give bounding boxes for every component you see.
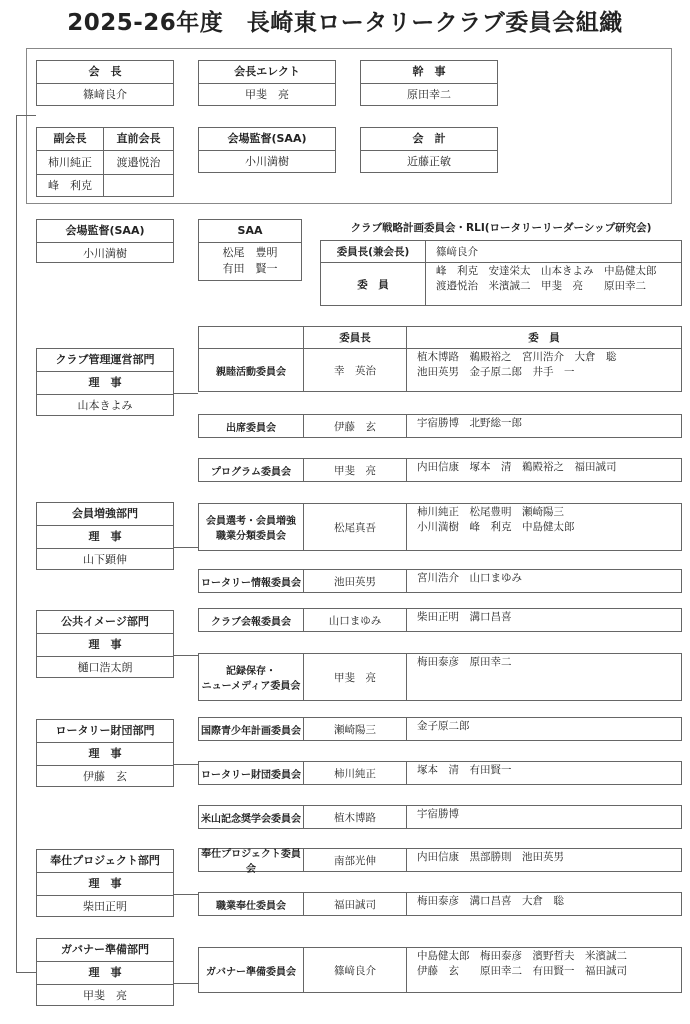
committee-members-line: 小川満樹 峰 利克 中島健太郎 [417,521,575,533]
header-blank [198,326,304,349]
vice-past-row [37,151,173,175]
strategy-members-line-2: 渡邉悦治 米濱誠二 甲斐 亮 原田幸二 [436,280,646,292]
committee-chair: 池田英男 [303,569,407,593]
committee-members [406,348,682,392]
committee-chair: 伊藤 玄 [303,414,407,438]
saa-director-box [36,219,174,263]
committee-chair: 柿川純正 [303,761,407,785]
department-director-label: 理 事 [37,962,173,985]
committee-name: プログラム委員会 [198,458,304,482]
committee-members-line: 宮川浩介 山口まゆみ [417,572,522,584]
committee-members [406,569,682,593]
committee-name: ロータリー財団委員会 [198,761,304,785]
department-connector [174,894,198,895]
committee-members-line: 宇宿勝博 [417,808,459,820]
committee-members [406,653,682,701]
department-director: 伊藤 玄 [83,770,127,783]
saa-top-role: 会場監督(SAA) [199,128,335,151]
president-role: 会 長 [37,61,173,84]
committee-members [406,848,682,872]
vice-president-name-2: 峰 利克 [37,175,104,197]
department-name: クラブ管理運営部門 [37,349,173,372]
committee-members [406,608,682,632]
department-director-label: 理 事 [37,526,173,549]
header-members: 委 員 [406,326,682,349]
trunk-top-connector [16,115,36,116]
department-box [36,719,174,787]
strategy-member-label: 委 員 [320,262,426,306]
president-elect-name: 甲斐 亮 [245,88,289,101]
committee-members-line: 金子原二郎 [417,720,470,732]
saa-top-box [198,127,336,173]
strategy-title: クラブ戦略計画委員会・RLI(ロータリーリーダーシップ研究会) [350,222,652,234]
committee-members [406,805,682,829]
committee-name: 出席委員会 [198,414,304,438]
department-connector [174,764,198,765]
department-connector [174,655,198,656]
department-connector [174,393,198,394]
committee-chair: 福田誠司 [303,892,407,916]
header-chair: 委員長 [303,326,407,349]
department-name: ガバナー準備部門 [37,939,173,962]
treasurer-role: 会 計 [361,128,497,151]
committee-chair: 瀬崎陽三 [303,717,407,741]
department-box [36,502,174,570]
department-director: 柴田正明 [83,900,127,913]
committee-chair: 南部光伸 [303,848,407,872]
committee-chair: 甲斐 亮 [303,458,407,482]
committee-members-line: 梅田泰彦 溝口昌喜 大倉 聡 [417,895,564,907]
committee-members-line: 内田信康 黒部勝則 池田英男 [417,851,564,863]
secretary-role: 幹 事 [361,61,497,84]
committee-chair: 松尾真吾 [303,503,407,551]
saa-name-2: 有田 賢一 [222,262,278,275]
department-box [36,849,174,917]
committee-name: 会員選考・会員増強 職業分類委員会 [198,503,304,551]
department-name: ロータリー財団部門 [37,720,173,743]
department-name: 会員増強部門 [37,503,173,526]
department-name: 公共イメージ部門 [37,611,173,634]
committee-name: ガバナー準備委員会 [198,947,304,993]
committee-name: 記録保存・ ニューメディア委員会 [198,653,304,701]
secretary-name: 原田幸二 [407,88,451,101]
department-director: 山下顕伸 [83,553,127,566]
committee-members-line: 柿川純正 松尾豊明 瀬崎陽三 [417,506,564,518]
committee-members [406,761,682,785]
department-director-label: 理 事 [37,873,173,896]
department-director: 樋口浩太朗 [77,661,133,674]
department-box [36,348,174,416]
committee-chair: 植木博路 [303,805,407,829]
committee-name: 親睦活動委員会 [198,348,304,392]
committee-name: クラブ会報委員会 [198,608,304,632]
saa-director-name: 小川満樹 [83,247,127,260]
committee-chair: 山口まゆみ [303,608,407,632]
committee-members-line: 内田信康 塚本 清 鵜殿裕之 福田誠司 [417,461,617,473]
committee-members-line: 塚本 清 有田賢一 [417,764,512,776]
strategy-members-line-1: 峰 利克 安達栄太 山本きよみ 中島健太郎 [436,265,657,277]
president-elect-role: 会長エレクト [199,61,335,84]
committee-members-line: 中島健太郎 梅田泰彦 濱野哲夫 米濱誠二 [417,950,627,962]
vice-president-name-1: 柿川純正 [37,151,104,174]
secretary-box [360,60,498,106]
committee-members-line: 伊藤 玄 原田幸二 有田賢一 福田誠司 [417,965,627,977]
president-name: 篠﨑良介 [83,88,127,101]
president-box [36,60,174,106]
saa-box [198,219,302,281]
committee-chair: 幸 英治 [303,348,407,392]
committee-name: 職業奉仕委員会 [198,892,304,916]
strategy-members [425,262,682,306]
committee-chair: 甲斐 亮 [303,653,407,701]
trunk-bottom-connector [16,972,36,973]
committee-name: 米山記念奨学会委員会 [198,805,304,829]
committee-members [406,892,682,916]
department-director-label: 理 事 [37,634,173,657]
vice-president-role: 副会長 [37,128,104,150]
committee-members-line: 梅田泰彦 原田幸二 [417,656,512,668]
page-title: 2025-26年度 長崎東ロータリークラブ委員会組織 [67,10,623,36]
treasurer-box [360,127,498,173]
department-director-label: 理 事 [37,372,173,395]
strategy-chair: 篠﨑良介 [425,240,682,263]
department-connector [174,983,198,984]
department-box [36,938,174,1006]
committee-name: ロータリー情報委員会 [198,569,304,593]
committee-members [406,414,682,438]
department-director: 山本きよみ [77,399,133,412]
president-elect-box [198,60,336,106]
department-connector [174,547,198,548]
committee-members-line: 宇宿勝博 北野総一郎 [417,417,522,429]
committee-members-line: 池田英男 金子原二郎 井手 一 [417,366,575,378]
treasurer-name: 近藤正敏 [407,155,451,168]
trunk-line [16,115,17,972]
committee-name: 奉仕プロジェクト委員会 [198,848,304,872]
vice-past-header [37,128,173,151]
committee-members [406,458,682,482]
committee-name: 国際青少年計画委員会 [198,717,304,741]
committee-chair: 篠﨑良介 [303,947,407,993]
department-director: 甲斐 亮 [83,989,127,1002]
department-box [36,610,174,678]
saa-names [199,243,301,277]
committee-members-line: 柴田正明 溝口昌喜 [417,611,512,623]
committee-members [406,503,682,551]
vice-past-president-box [36,127,174,197]
saa-director-role: 会場監督(SAA) [37,220,173,243]
saa-role: SAA [199,220,301,243]
strategy-chair-label: 委員長(兼会長) [320,240,426,263]
saa-name-1: 松尾 豊明 [222,246,278,259]
committee-members [406,947,682,993]
past-president-name: 渡邉悦治 [116,156,161,169]
past-president-role: 直前会長 [116,132,161,145]
department-name: 奉仕プロジェクト部門 [37,850,173,873]
committee-members [406,717,682,741]
committee-members-line: 植木博路 鵜殿裕之 宮川浩介 大倉 聡 [417,351,617,363]
saa-top-name: 小川満樹 [245,155,289,168]
department-director-label: 理 事 [37,743,173,766]
